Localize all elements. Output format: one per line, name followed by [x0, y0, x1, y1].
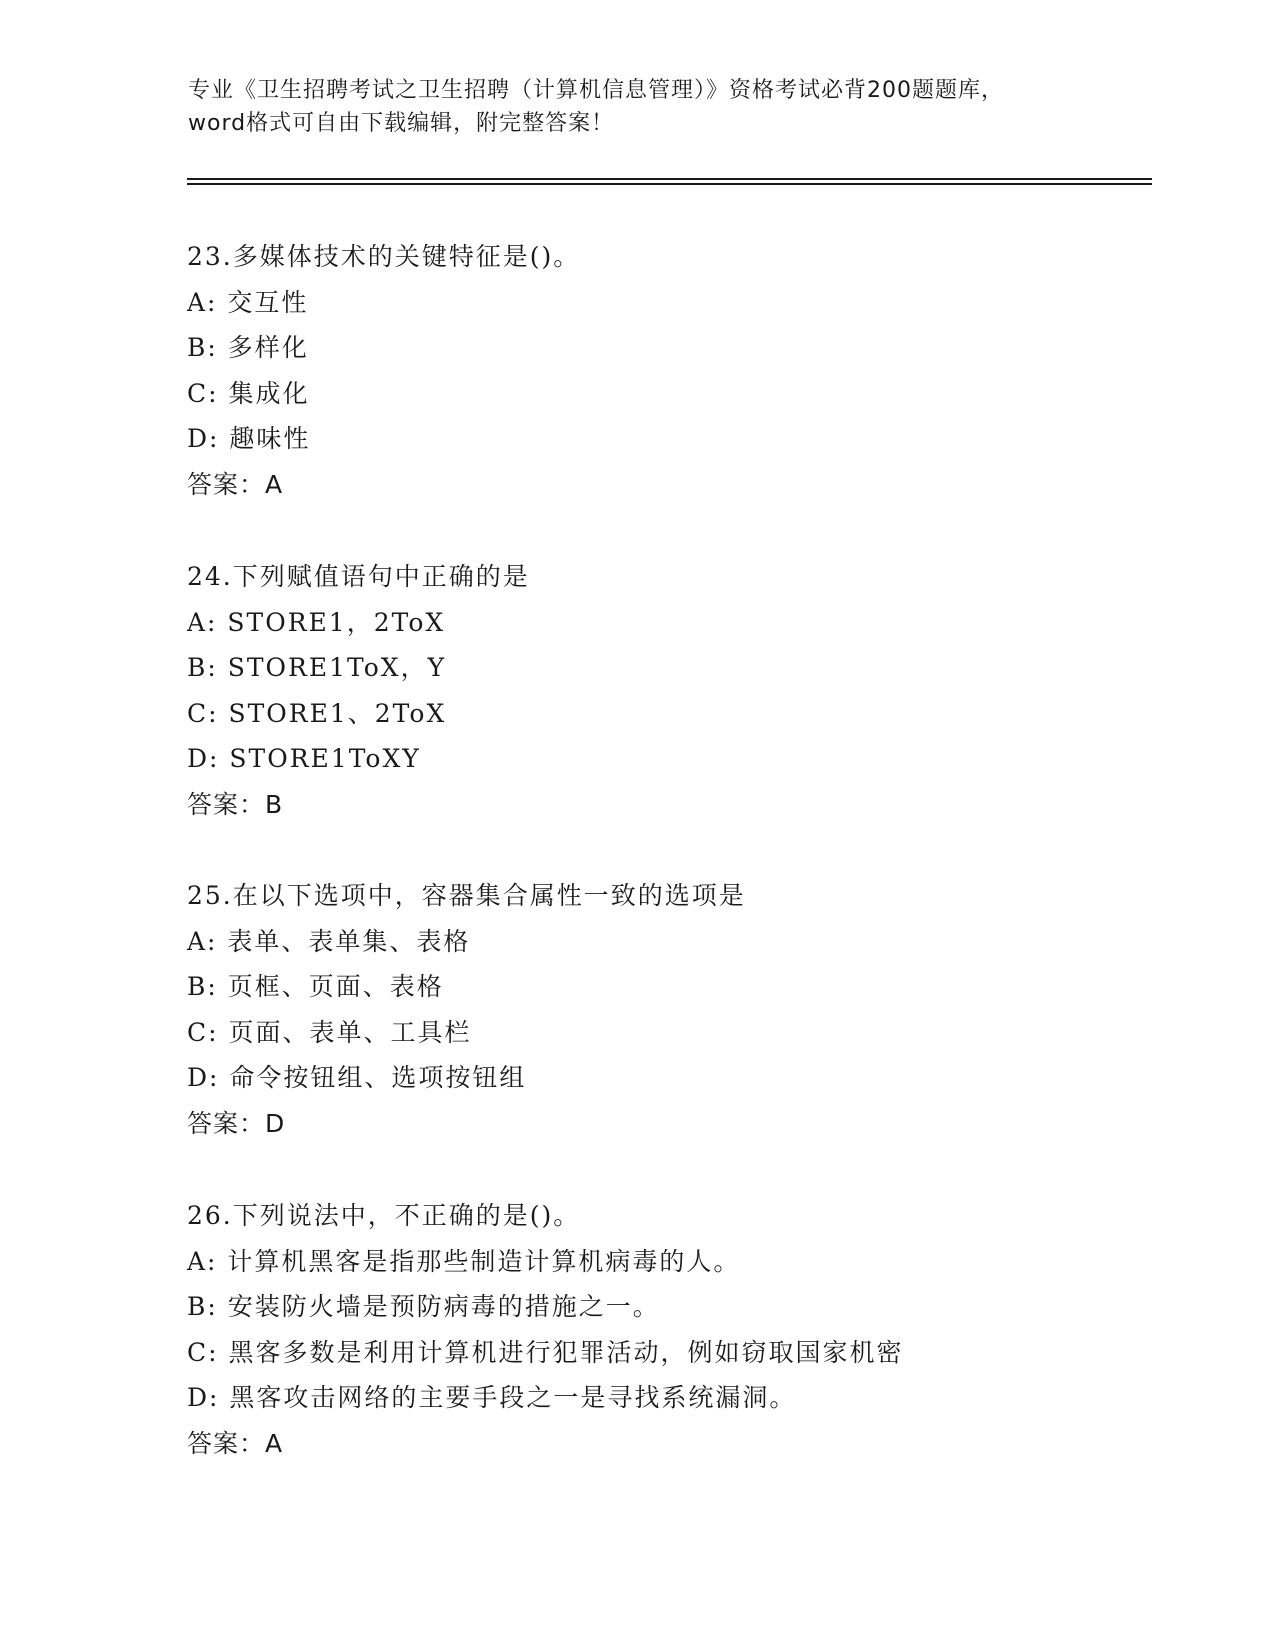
question-23 — [187, 234, 1167, 507]
option-b: B: 页框、页面、表格 — [187, 972, 444, 1001]
option-a: A: 交互性 — [187, 287, 309, 317]
header-divider-bottom — [187, 183, 1152, 185]
header-divider-top — [187, 178, 1152, 180]
option-d: D: 命令按钮组、选项按钮组 — [187, 1063, 527, 1092]
option-a: A: 计算机黑客是指那些制造计算机病毒的人。 — [187, 1246, 741, 1276]
option-c: C: 页面、表单、工具栏 — [187, 1017, 472, 1047]
option-a: A: STORE1，2ToX — [187, 607, 446, 637]
header-title-line-1: 专业《卫生招聘考试之卫生招聘（计算机信息管理）》资格考试必背200题题库， — [188, 78, 1004, 103]
question-stem: 26.下列说法中，不正确的是()。 — [187, 1201, 581, 1230]
answer-key: 答案：A — [187, 469, 284, 499]
document-header — [188, 74, 1088, 140]
question-25 — [187, 873, 1167, 1146]
header-title-line-2: word格式可自由下载编辑，附完整答案！ — [188, 111, 615, 136]
option-c: C: 集成化 — [187, 378, 310, 408]
option-b: B: 多样化 — [187, 333, 309, 362]
option-c: C: 黑客多数是利用计算机进行犯罪活动，例如窃取国家机密 — [187, 1337, 904, 1367]
option-d: D: 趣味性 — [187, 424, 311, 453]
option-d: D: STORE1ToXY — [187, 744, 421, 773]
question-26 — [187, 1193, 1167, 1466]
answer-key: 答案：A — [187, 1428, 284, 1458]
answer-key: 答案：D — [187, 1108, 286, 1138]
question-stem: 24.下列赋值语句中正确的是 — [187, 562, 530, 591]
option-b: B: STORE1ToX，Y — [187, 653, 447, 682]
question-stem: 25.在以下选项中，容器集合属性一致的选项是 — [187, 881, 746, 910]
option-a: A: 表单、表单集、表格 — [187, 926, 471, 956]
question-stem: 23.多媒体技术的关键特征是()。 — [187, 242, 581, 271]
question-24 — [187, 554, 1167, 827]
answer-key: 答案：B — [187, 789, 284, 819]
option-c: C: STORE1、2ToX — [187, 698, 447, 728]
option-b: B: 安装防火墙是预防病毒的措施之一。 — [187, 1292, 660, 1321]
option-d: D: 黑客攻击网络的主要手段之一是寻找系统漏洞。 — [187, 1383, 797, 1412]
